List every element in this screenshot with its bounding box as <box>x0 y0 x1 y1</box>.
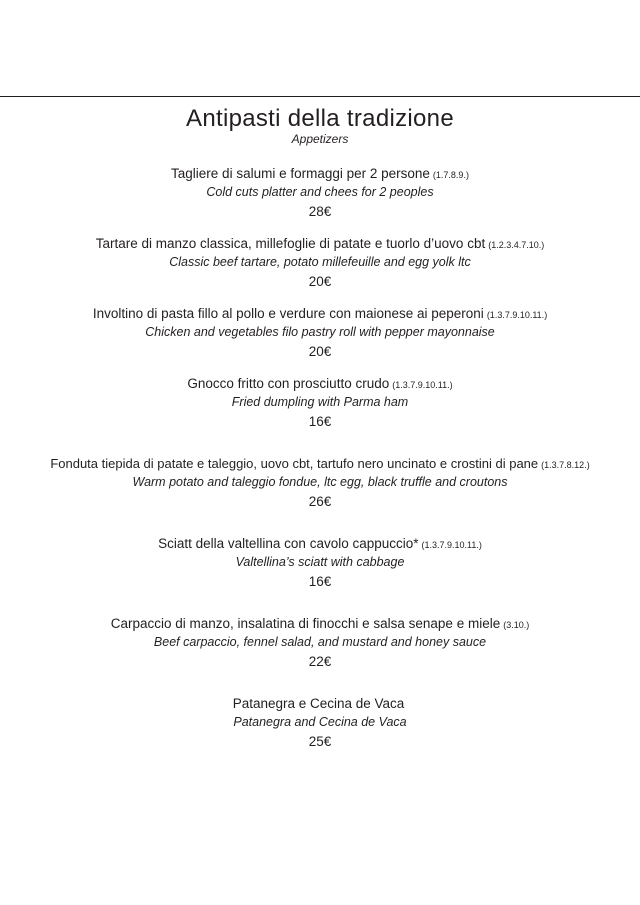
item-translation: Patanegra and Cecina de Vaca <box>233 715 407 729</box>
item-name: Gnocco fritto con prosciutto crudo <box>187 376 390 391</box>
menu-item <box>0 455 640 512</box>
item-price: 26€ <box>308 494 332 509</box>
item-price: 28€ <box>308 204 332 219</box>
item-translation: Warm potato and taleggio fondue, ltc egg, black truffle and croutons <box>132 475 508 489</box>
menu-item <box>0 235 640 292</box>
item-price: 20€ <box>308 274 332 289</box>
item-allergens: (3.10.) <box>503 620 530 630</box>
menu-item <box>0 375 640 432</box>
item-translation: Classic beef tartare, potato millefeuille and egg yolk ltc <box>169 255 471 269</box>
item-name: Tagliere di salumi e formaggi per 2 persone <box>171 166 430 181</box>
top-divider <box>0 96 640 97</box>
menu-item <box>0 165 640 222</box>
item-translation: Fried dumpling with Parma ham <box>231 395 409 409</box>
item-allergens: (1.3.7.9.10.11.) <box>421 540 482 550</box>
menu-item <box>0 535 640 592</box>
item-name: Tartare di manzo classica, millefoglie di patate e tuorlo d’uovo cbt <box>95 236 486 251</box>
item-name: Fonduta tiepida di patate e taleggio, uovo cbt, tartufo nero uncinato e crostini di pane <box>50 456 539 471</box>
item-price: 20€ <box>308 344 332 359</box>
item-price: 22€ <box>308 654 332 669</box>
item-translation: Valtellina’s sciatt with cabbage <box>235 555 405 569</box>
item-allergens: (1.7.8.9.) <box>432 170 469 180</box>
menu-item <box>0 615 640 672</box>
menu-item <box>0 305 640 362</box>
item-name: Carpaccio di manzo, insalatina di finocchi e salsa senape e miele <box>110 616 501 631</box>
item-translation: Beef carpaccio, fennel salad, and mustard and honey sauce <box>153 635 487 649</box>
section-header <box>0 104 640 146</box>
item-allergens: (1.3.7.9.10.11.) <box>392 380 453 390</box>
section-title: Antipasti della tradizione <box>186 105 454 132</box>
menu-item <box>0 695 640 752</box>
item-allergens: (1.3.7.9.10.11.) <box>486 310 548 320</box>
item-allergens: (1.3.7.8.12.) <box>541 460 590 470</box>
item-allergens: (1.2.3.4.7.10.) <box>488 240 545 250</box>
item-name: Sciatt della valtellina con cavolo cappuccio* <box>158 536 419 551</box>
item-name: Patanegra e Cecina de Vaca <box>232 696 405 711</box>
section-subtitle: Appetizers <box>291 132 349 146</box>
item-price: 16€ <box>308 414 332 429</box>
item-price: 25€ <box>308 734 332 749</box>
item-translation: Cold cuts platter and chees for 2 peoples <box>206 185 434 199</box>
item-translation: Chicken and vegetables filo pastry roll with pepper mayonnaise <box>145 325 495 339</box>
item-price: 16€ <box>308 574 332 589</box>
item-name: Involtino di pasta fillo al pollo e verdure con maionese ai peperoni <box>92 306 484 321</box>
